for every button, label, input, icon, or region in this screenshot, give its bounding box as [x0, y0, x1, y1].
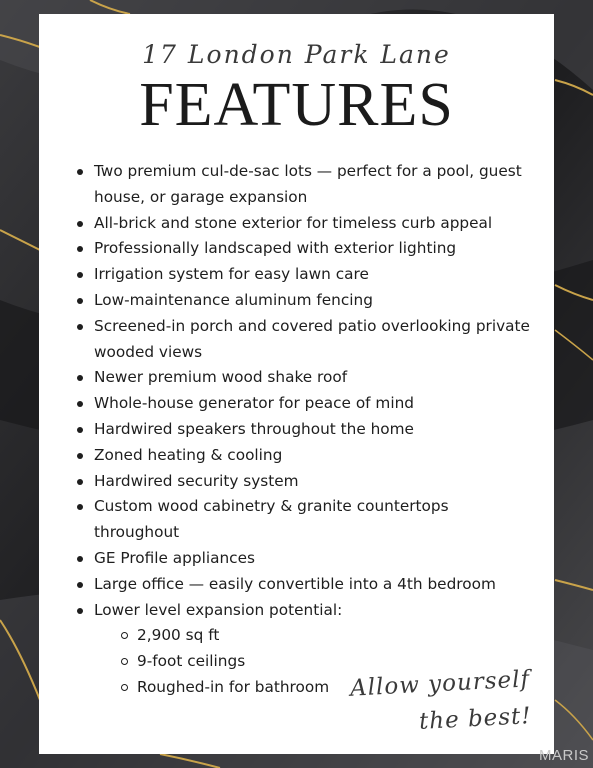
list-item: GE Profile appliances	[77, 546, 537, 572]
sub-list-item: Roughed-in for bathroom	[111, 675, 537, 701]
list-item: Large office — easily convertible into a 4th bedroom	[77, 572, 537, 598]
list-item: Professionally landscaped with exterior lighting	[77, 236, 537, 262]
list-item: Irrigation system for easy lawn care	[77, 262, 537, 288]
signature-line-2: the best!	[418, 703, 533, 735]
sub-list-item: 9-foot ceilings	[111, 649, 537, 675]
list-item: Two premium cul-de-sac lots — perfect for a pool, guest house, or garage expansion	[77, 159, 537, 211]
list-item-label: Lower level expansion potential:	[94, 600, 343, 619]
list-item: Hardwired security system	[77, 469, 537, 495]
features-list	[77, 159, 537, 701]
page-title: FEATURES	[139, 71, 454, 139]
sub-list-item: 2,900 sq ft	[111, 623, 537, 649]
list-item: All-brick and stone exterior for timeless curb appeal	[77, 211, 537, 237]
property-address: 17 London Park Lane	[142, 40, 451, 69]
list-item: Whole-house generator for peace of mind	[77, 391, 537, 417]
watermark: MARIS	[538, 747, 589, 764]
signature-line-1: Allow yourself	[349, 666, 531, 702]
list-item: Zoned heating & cooling	[77, 443, 537, 469]
features-card	[39, 14, 554, 754]
list-item: Low-maintenance aluminum fencing	[77, 288, 537, 314]
list-item: Custom wood cabinetry & granite countertops throughout	[77, 494, 537, 546]
list-item: Hardwired speakers throughout the home	[77, 417, 537, 443]
list-item: Newer premium wood shake roof	[77, 365, 537, 391]
list-item: Screened-in porch and covered patio overlooking private wooded views	[77, 314, 537, 366]
